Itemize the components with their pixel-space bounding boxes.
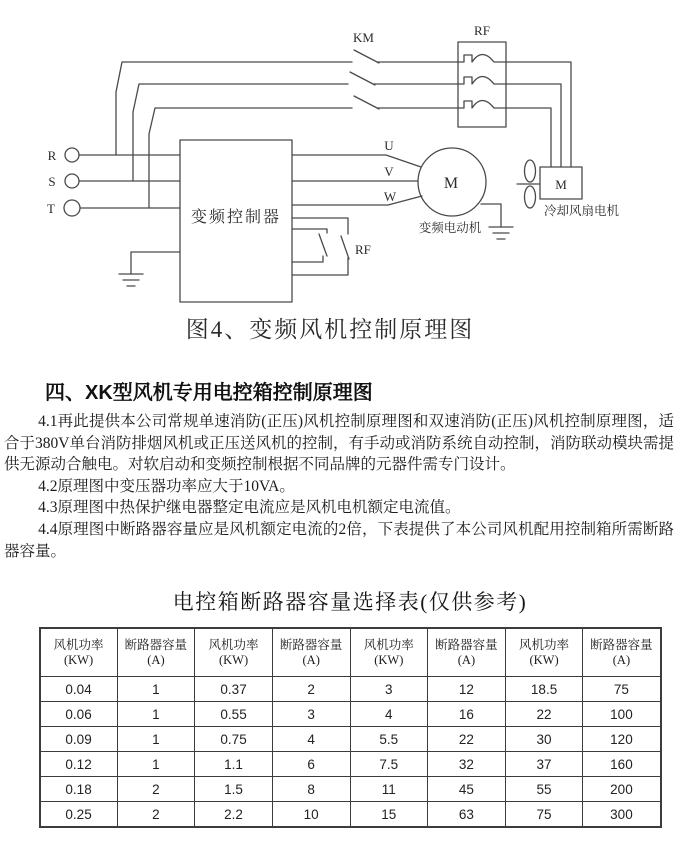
table-cell: 1	[117, 727, 195, 752]
table-cell: 2	[117, 777, 195, 802]
table-cell: 16	[428, 702, 506, 727]
rf-thermal-relay	[458, 42, 506, 127]
paragraph-4-4: 4.4原理图中断路器容量应是风机额定电流的2倍，下表提供了本公司风机配用控制箱所需断路器容量。	[4, 520, 674, 560]
fan-feed-wires	[506, 62, 571, 167]
table-cell: 75	[583, 677, 661, 702]
table-cell: 8	[272, 777, 350, 802]
table-cell: 4	[350, 702, 428, 727]
table-row	[40, 702, 661, 727]
km-label: KM	[353, 30, 374, 45]
table-cell: 3	[350, 677, 428, 702]
terminal-t	[64, 200, 80, 216]
table-cell: 0.04	[40, 677, 118, 702]
paragraph-4-1: 4.1再此提供本公司常规单速消防(正压)风机控制原理图和双速消防(正压)风机控制原理图，适合于380V单台消防排烟风机或正压送风机的控制，有手动或消防系统自动控制，消防联动模块需提供无源动合触电。对软启动和变频控制根据不同品牌的元器件需专门设计。	[4, 413, 674, 474]
fan-motor-label: 冷却风扇电机	[544, 204, 620, 218]
rf-contact-label: RF	[355, 242, 371, 257]
breaker-table-body	[40, 677, 661, 828]
terminal-s-label: S	[48, 174, 56, 189]
table-cell: 2	[272, 677, 350, 702]
paragraph-4-3: 4.3原理图中热保护继电器整定电流应是风机电机额定电流值。	[38, 499, 461, 517]
figure-caption: 图4、变频风机控制原理图	[185, 317, 475, 342]
col-header: 断路器容量 (A)	[117, 628, 195, 677]
col-header: 风机功率 (KW)	[505, 628, 583, 677]
col-header: 风机功率 (KW)	[195, 628, 273, 677]
table-cell: 11	[350, 777, 428, 802]
table-cell: 63	[428, 802, 506, 828]
terminal-r-label: R	[47, 148, 57, 163]
controller-label: 变频控制器	[190, 209, 282, 226]
section-body	[0, 409, 700, 562]
table-cell: 160	[583, 752, 661, 777]
table-cell: 300	[583, 802, 661, 828]
table-cell: 3	[272, 702, 350, 727]
table-header	[40, 628, 661, 677]
table-cell: 0.12	[40, 752, 118, 777]
table-cell: 1.5	[195, 777, 273, 802]
circuit-diagram	[0, 0, 700, 350]
supply-wires	[79, 62, 352, 208]
terminal-r	[65, 148, 79, 162]
rf-relay-label: RF	[474, 23, 490, 38]
table-cell: 75	[505, 802, 583, 828]
table-cell: 1	[117, 702, 195, 727]
table-cell: 18.5	[505, 677, 583, 702]
table-row	[40, 777, 661, 802]
phase-v-label: V	[384, 164, 394, 179]
table-title: 电控箱断路器容量选择表(仅供参考)	[172, 590, 528, 615]
table-cell: 45	[428, 777, 506, 802]
table-cell: 2.2	[195, 802, 273, 828]
phase-w-label: W	[383, 189, 397, 204]
table-cell: 100	[583, 702, 661, 727]
table-cell: 55	[505, 777, 583, 802]
table-cell: 0.37	[195, 677, 273, 702]
col-header: 断路器容量 (A)	[428, 628, 506, 677]
table-row	[40, 677, 661, 702]
terminal-t-label: T	[47, 201, 55, 216]
table-cell: 10	[272, 802, 350, 828]
table-cell: 7.5	[350, 752, 428, 777]
table-cell: 4	[272, 727, 350, 752]
col-header: 风机功率 (KW)	[350, 628, 428, 677]
col-header: 断路器容量 (A)	[272, 628, 350, 677]
table-cell: 15	[350, 802, 428, 828]
output-wires	[292, 155, 422, 205]
table-cell: 37	[505, 752, 583, 777]
table-cell: 2	[117, 802, 195, 828]
fan-motor-symbol: M	[555, 177, 567, 192]
table-cell: 1	[117, 677, 195, 702]
table-cell: 0.55	[195, 702, 273, 727]
terminal-s	[65, 174, 79, 188]
controller-ground	[119, 252, 180, 286]
table-row	[40, 727, 661, 752]
motor-symbol: M	[443, 175, 461, 192]
table-cell: 0.09	[40, 727, 118, 752]
table-cell: 5.5	[350, 727, 428, 752]
motor-ground	[481, 204, 513, 239]
paragraph-4-2: 4.2原理图中变压器功率应大于10VA。	[38, 477, 295, 495]
table-cell: 0.75	[195, 727, 273, 752]
table-cell: 12	[428, 677, 506, 702]
km-contactor	[350, 50, 458, 109]
breaker-capacity-table	[39, 627, 662, 828]
table-cell: 30	[505, 727, 583, 752]
table-cell: 32	[428, 752, 506, 777]
table-cell: 22	[428, 727, 506, 752]
table-cell: 0.06	[40, 702, 118, 727]
col-header: 断路器容量 (A)	[583, 628, 661, 677]
table-row	[40, 802, 661, 828]
table-row	[40, 752, 661, 777]
table-cell: 120	[583, 727, 661, 752]
table-cell: 1.1	[195, 752, 273, 777]
table-cell: 6	[272, 752, 350, 777]
table-cell: 1	[117, 752, 195, 777]
motor-label: 变频电动机	[418, 221, 482, 235]
phase-u-label: U	[384, 138, 394, 153]
rf-feedback-contacts	[292, 218, 349, 275]
table-cell: 0.18	[40, 777, 118, 802]
section-heading: 四、XK型风机专用电控箱控制原理图	[45, 382, 373, 404]
cooling-fan-motor	[517, 160, 582, 208]
table-cell: 0.25	[40, 802, 118, 828]
table-cell: 200	[583, 777, 661, 802]
table-cell: 22	[505, 702, 583, 727]
col-header: 风机功率 (KW)	[40, 628, 118, 677]
